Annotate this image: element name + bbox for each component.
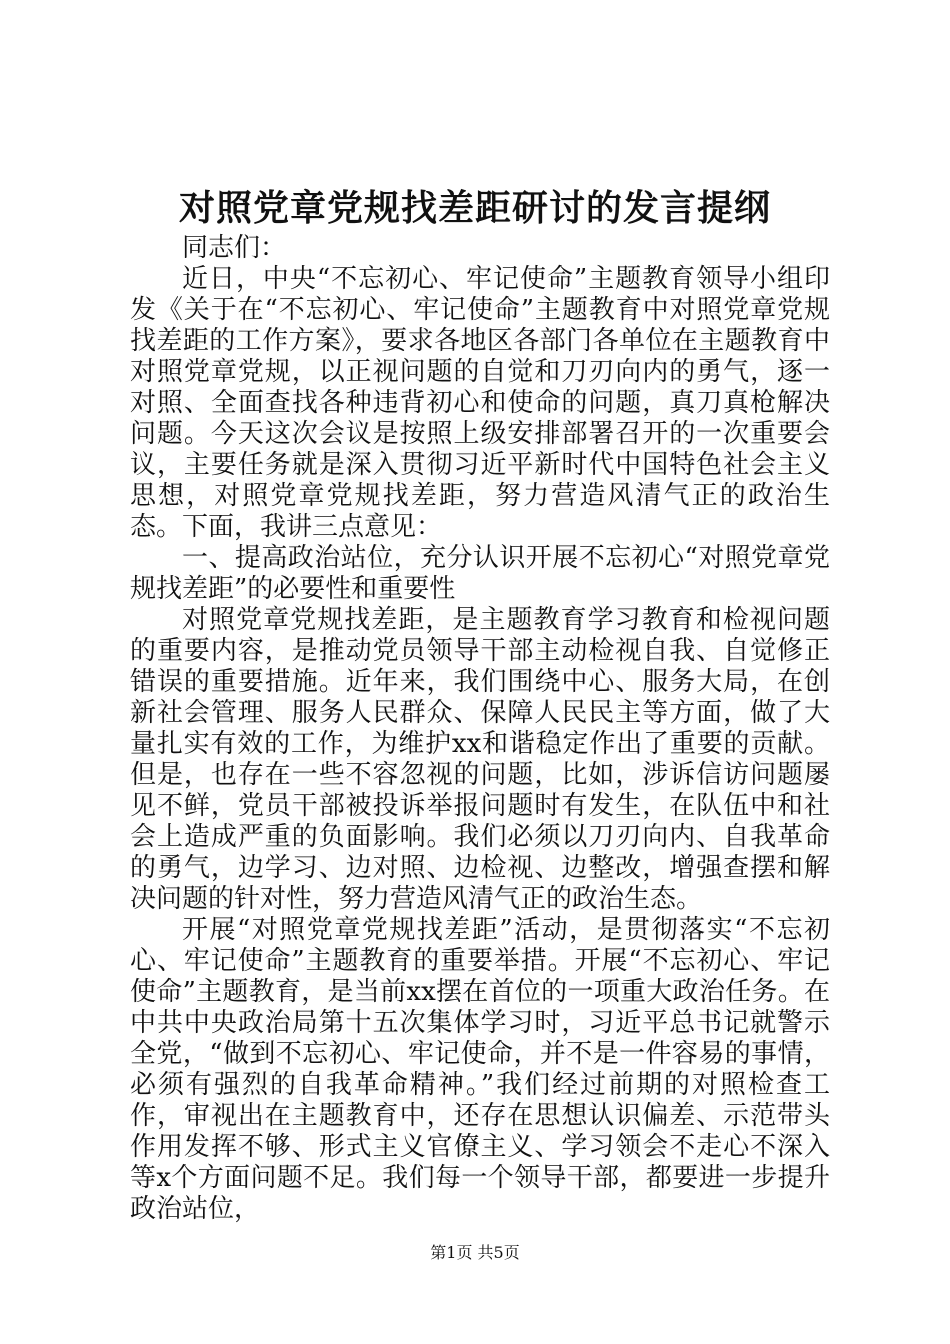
salutation-paragraph: 同志们： [182, 233, 287, 263]
page-footer: 第1页 共5页 [430, 1243, 520, 1262]
body-paragraph: 对照党章党规找差距，是主题教育学习教育和检视问题的重要内容，是推动党员领导干部主动检视自我、自觉修正错误的重要措施。近年来，我们围绕中心、服务大局，在创新社会管理、服务人民群众、保障人民民主等方面，做了大量扎实有效的工作，为维护xx和谐稳定作出了重要的贡献。但是，也存在一些不容忽视的问题，比如，涉诉信访问题屡见不鲜，党员干部被投诉举报问题时有发生，在队伍中和社会上造成严重的负面影响。我们必须以刀刃向内、自我革命的勇气，边学习、边对照、边检视、边整改，增强查摆和解决问题的针对性，努力营造风清气正的政治生态。 [130, 605, 830, 914]
intro-paragraph: 近日，中央“不忘初心、牢记使命”主题教育领导小组印发《关于在“不忘初心、牢记使命”主题教育中对照党章党规找差距的工作方案》，要求各地区各部门各单位在主题教育中对照党章党规，以正视问题的自觉和刀刃向内的勇气，逐一对照、全面查找各种违背初心和使命的问题，真刀真枪解决问题。今天这次会议是按照上级安排部署召开的一次重要会议，主要任务就是深入贯彻习近平新时代中国特色社会主义思想，对照党章党规找差距，努力营造风清气正的政治生态。下面，我讲三点意见： [130, 264, 830, 542]
section-heading-paragraph: 一、提高政治站位，充分认识开展不忘初心“对照党章党规找差距”的必要性和重要性 [130, 543, 830, 604]
body-paragraph: 开展“对照党章党规找差距”活动，是贯彻落实“不忘初心、牢记使命”主题教育的重要举措。开展“不忘初心、牢记使命”主题教育，是当前xx摆在首位的一项重大政治任务。在中共中央政治局第十五次集体学习时，习近平总书记就警示全党，“做到不忘初心、牢记使命，并不是一件容易的事情，必须有强烈的自我革命精神。”我们经过前期的对照检查工作，审视出在主题教育中，还存在思想认识偏差、示范带头作用发挥不够、形式主义官僚主义、学习领会不走心不深入等x个方面问题不足。我们每一个领导干部，都要进一步提升政治站位， [130, 915, 830, 1224]
document-title: 对照党章党规找差距研讨的发言提纲 [178, 187, 771, 229]
document-body [130, 233, 830, 1225]
